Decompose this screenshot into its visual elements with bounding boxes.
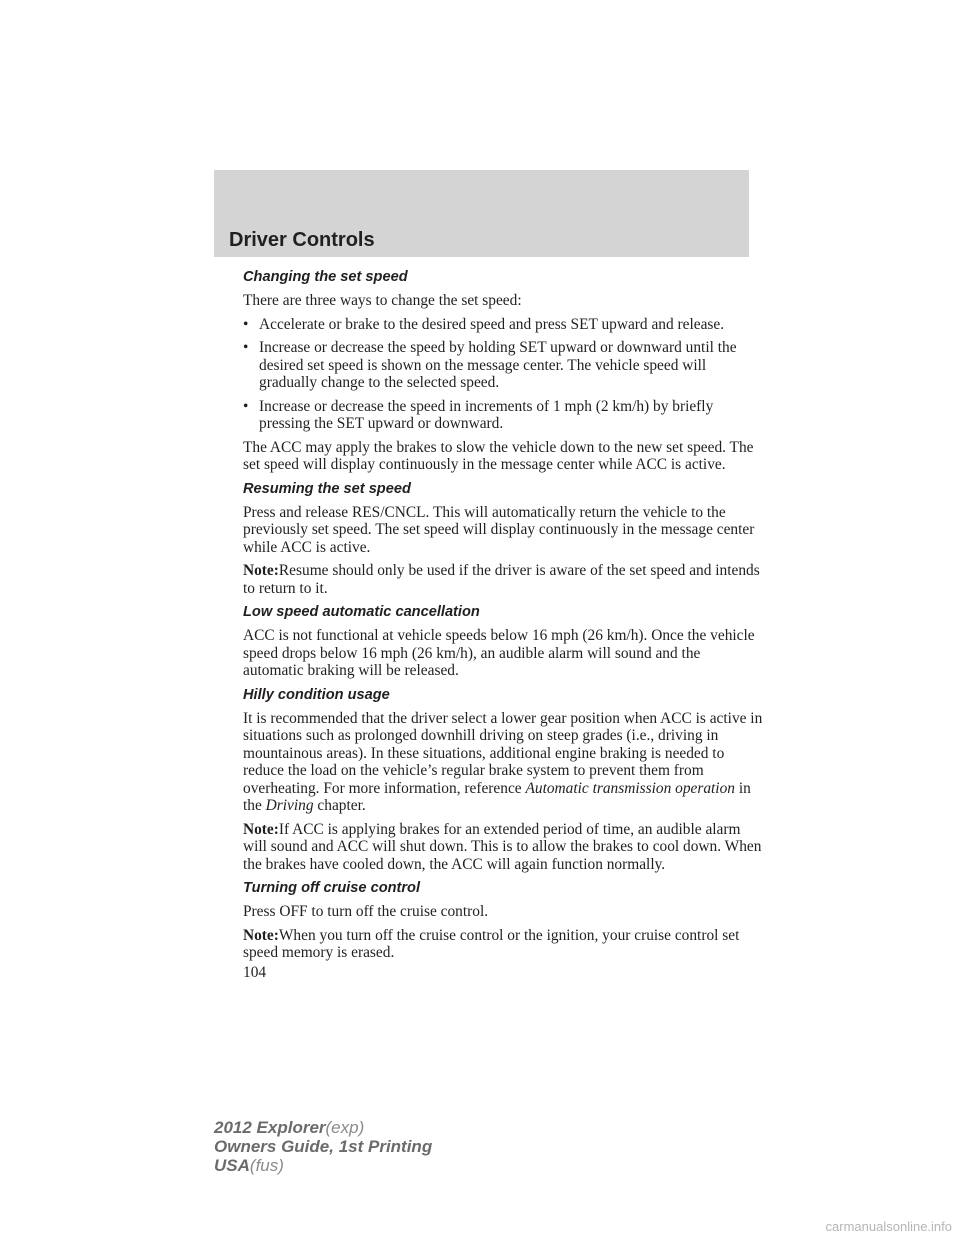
footer-guide: Owners Guide, 1st Printing [214, 1137, 433, 1156]
heading-low-speed-cancellation: Low speed automatic cancellation [243, 604, 480, 620]
changing-after-text: The ACC may apply the brakes to slow the vehicle down to the new set speed. The set speed will display continuously in the message center while ACC is active. [243, 438, 754, 473]
list-item-text: Accelerate or brake to the desired speed and press SET upward and release. [259, 315, 725, 333]
hilly-chapter-name: Driving [265, 797, 314, 814]
heading-hilly-condition: Hilly condition usage [243, 686, 390, 703]
note-label: Note: [243, 926, 279, 944]
list-item-text: Increase or decrease the speed by holding SET upward or downward until the desired set speed is shown on the message center. The vehicle speed will gradually change to the selected speed. [259, 339, 737, 391]
hilly-note [243, 821, 763, 874]
note-label: Note: [243, 562, 279, 579]
heading-resuming-set-speed: Resuming the set speed [243, 480, 411, 497]
note-text: When you turn off the cruise control or the ignition, your cruise control set speed memory is erased. [243, 926, 740, 961]
low-speed-body: ACC is not functional at vehicle speeds below 16 mph (26 km/h). Once the vehicle speed drops below 16 mph (26 km/h), an audible alarm will sound and the automatic braking will be released. [243, 627, 755, 679]
hilly-body-text: It is recommended that the driver select a lower gear position when ACC is active in situations such as prolonged downhill driving on steep grades (i.e., driving in mountainous areas). In these situations, additional engine braking is needed to reduce the load on the vehicle’s regular brake system to prevent them from overheating. For more information, reference [243, 709, 763, 797]
hilly-reference: Automatic transmission operation [525, 779, 735, 797]
footer-market-code: (fus) [249, 1156, 284, 1175]
list-item-text: Increase or decrease the speed in increments of 1 mph (2 km/h) by briefly pressing the SET upward or downward. [259, 397, 714, 432]
resuming-body: Press and release RES/CNCL. This will automatically return the vehicle to the previously set speed. The set speed will display continuously in the message center while ACC is active. [243, 503, 755, 556]
list-item [243, 316, 763, 334]
hilly-body [243, 710, 763, 815]
heading-turning-off-cruise: Turning off cruise control [243, 880, 421, 896]
resuming-note [243, 562, 763, 597]
changing-bullet-list [243, 316, 763, 433]
note-label: Note: [243, 820, 279, 838]
page-number: 104 [243, 963, 267, 981]
page-content [243, 268, 763, 981]
note-text: If ACC is applying brakes for an extended period of time, an audible alarm will sound and ACC will shut down. This is to allow the brakes to cool down. When the brakes have cooled down, the ACC will again function normally. [243, 820, 762, 873]
list-item [243, 398, 763, 433]
print-footer [214, 1118, 432, 1175]
changing-intro: There are three ways to change the set speed: [243, 292, 522, 309]
footer-market: USA [214, 1156, 250, 1175]
bullet-icon: • [243, 397, 249, 415]
footer-model: 2012 Explorer [214, 1118, 326, 1137]
hilly-chapter-word: chapter. [317, 797, 366, 814]
list-item [243, 339, 763, 392]
hilly-in-the: in the [243, 779, 751, 814]
bullet-icon: • [243, 339, 249, 356]
heading-changing-set-speed: Changing the set speed [243, 269, 408, 285]
bullet-icon: • [243, 315, 249, 333]
section-header-bar [214, 170, 749, 257]
turning-off-body: Press OFF to turn off the cruise control. [243, 903, 489, 920]
watermark: carmanualsonline.info [825, 1219, 952, 1234]
note-text: Resume should only be used if the driver is aware of the set speed and intends to return to it. [243, 562, 760, 597]
turning-off-note [243, 927, 763, 962]
footer-model-code: (exp) [325, 1118, 365, 1137]
section-title: Driver Controls [229, 229, 375, 251]
